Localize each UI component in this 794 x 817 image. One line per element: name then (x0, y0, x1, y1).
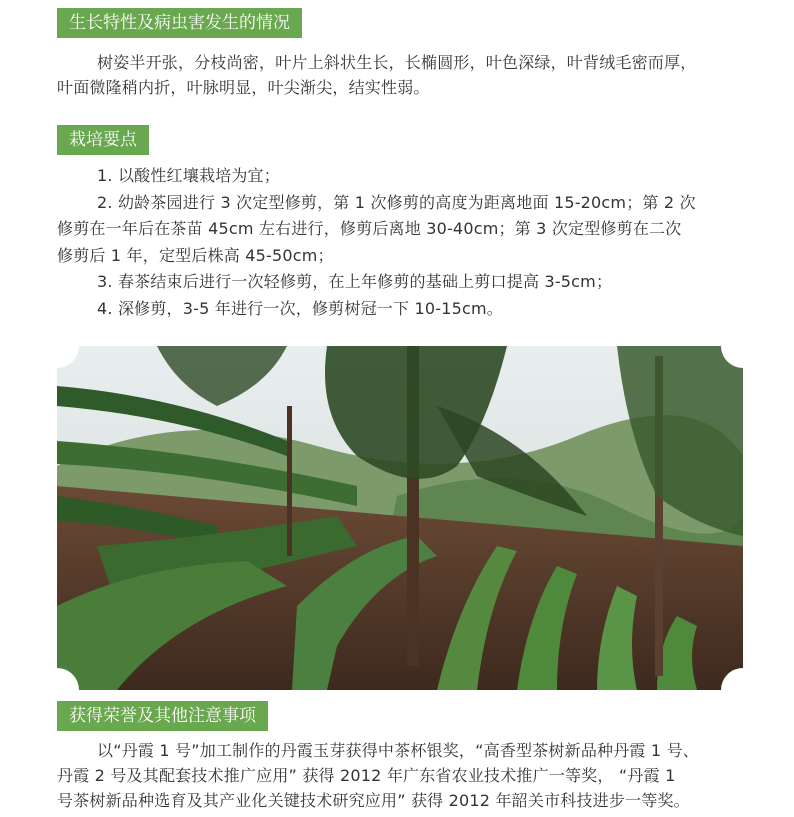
section-title-honors: 获得荣誉及其他注意事项 (57, 701, 268, 731)
cultivation-paragraph (57, 163, 743, 322)
text-line: 1. 以酸性红壤栽培为宜； (97, 166, 280, 185)
text-line: 3. 春茶结束后进行一次轻修剪，在上年修剪的基础上剪口提高 3-5cm； (97, 272, 613, 291)
text-line: 2. 幼龄茶园进行 3 次定型修剪，第 1 次修剪的高度为距离地面 15-20cm；第 2 次 (97, 192, 696, 212)
section-title-growth: 生长特性及病虫害发生的情况 (57, 8, 302, 38)
text-line: 修剪在一年后在茶苗 45cm 左右进行，修剪后离地 30-40cm；第 3 次定型修剪在二次 (57, 219, 682, 238)
text-line: 以“丹霞 1 号”加工制作的丹霞玉芽获得中茶杯银奖，“高香型茶树新品种丹霞 1 号、 (97, 741, 699, 760)
tea-garden-photo (57, 346, 743, 690)
text-line: 号茶树新品种选育及其产业化关键技术研究应用” 获得 2012 年韶关市科技进步一等奖。 (57, 791, 690, 810)
text-line: 丹霞 2 号及其配套技术推广应用” 获得 2012 年广东省农业技术推广一等奖， “丹霞 1 (57, 766, 676, 785)
honors-paragraph (57, 738, 743, 813)
text-line: 4. 深修剪，3-5 年进行一次，修剪树冠一下 10-15cm。 (97, 298, 503, 318)
text-line: 修剪后 1 年，定型后株高 45-50cm； (57, 245, 334, 265)
tea-garden-illustration (57, 346, 743, 690)
growth-paragraph (57, 50, 743, 100)
section-title-cultivation: 栽培要点 (57, 125, 149, 155)
text-line: 树姿半开张，分枝尚密，叶片上斜状生长，长椭圆形，叶色深绿，叶背绒毛密而厚， (97, 53, 697, 72)
text-line: 叶面微隆稍内折，叶脉明显，叶尖渐尖，结实性弱。 (57, 78, 430, 97)
